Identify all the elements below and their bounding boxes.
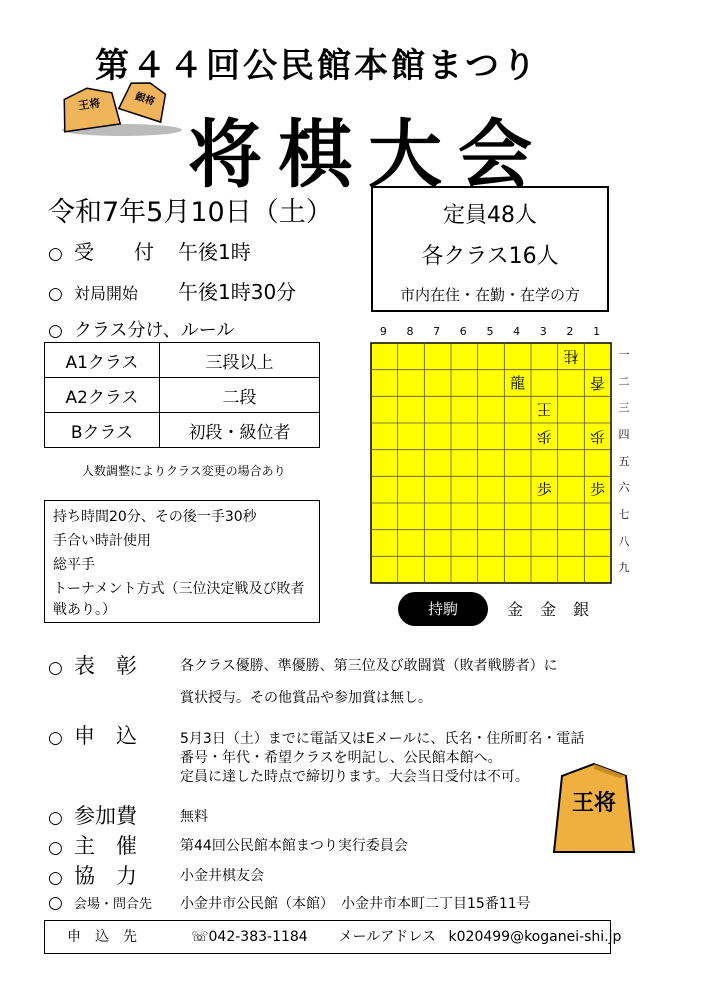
application-row	[48, 720, 137, 750]
rule-line: 持ち時間20分、その後一手30秒	[53, 509, 257, 525]
venue-label: 会場・問合先	[74, 897, 153, 912]
contact-email[interactable]: k020499@koganei-shi.jp	[448, 929, 622, 945]
reception-label: 受 付	[74, 240, 154, 264]
class-rank: 初段・級位者	[159, 413, 319, 448]
file-label: 7	[433, 325, 441, 338]
table-row	[45, 378, 320, 413]
reception-row	[48, 236, 251, 265]
file-label: 1	[593, 325, 601, 338]
board-rank-labels	[614, 342, 634, 582]
class-name: A2クラス	[45, 378, 160, 413]
capacity-total: 定員48人	[443, 203, 537, 228]
awards-line-2: 賞状授与。その他賞品や参加賞は無し。	[180, 690, 432, 706]
organizer-value: 第44回公民館本館まつり実行委員会	[180, 838, 408, 854]
capacity-box	[371, 186, 609, 312]
email-label: メールアドレス	[338, 929, 436, 945]
class-name: A1クラス	[45, 343, 160, 378]
eligibility: 市内在住・在勤・在学の方	[399, 286, 580, 304]
rule-line: 手合い時計使用	[53, 533, 151, 549]
awards-line-1: 各クラス優勝、準優勝、第三位及び敢闘賞（敗者戦勝者）に	[180, 658, 558, 674]
rank-label: 一	[618, 348, 630, 361]
circle-bullet-icon: ○	[48, 728, 63, 748]
circle-bullet-icon: ○	[48, 868, 63, 888]
awards-row	[48, 650, 137, 680]
class-table	[44, 342, 320, 448]
king-piece-illustration	[548, 760, 640, 860]
start-label: 対局開始	[74, 284, 139, 303]
file-label: 3	[539, 325, 547, 338]
application-line-3: 定員に達した時点で締切ります。大会当日受付は不可。	[180, 769, 529, 785]
phone-icon: ☏	[191, 929, 209, 945]
board-piece: 王	[536, 400, 552, 419]
circle-bullet-icon: ○	[48, 893, 63, 913]
piece-king-char-1: 王将	[77, 96, 102, 113]
circle-bullet-icon: ○	[48, 658, 63, 678]
board-file-labels	[370, 325, 610, 341]
application-line-2: 番号・年代・希望クラスを明記し、公民館本館へ。	[180, 750, 502, 766]
organizer-row	[48, 830, 137, 860]
rule-line: 戦あり。）	[53, 602, 116, 618]
rank-label: 四	[618, 427, 630, 441]
rule-line: トーナメント方式（三位決定戦及び敗者	[53, 581, 305, 597]
pieces-in-hand-label: 持駒	[398, 592, 488, 626]
circle-bullet-icon: ○	[48, 808, 63, 828]
circle-bullet-icon: ○	[48, 284, 63, 304]
shogi-pieces-illustration	[52, 82, 182, 138]
venue-value: 小金井市公民館（本館） 小金井市本町二丁目15番11号	[180, 896, 531, 912]
organizer-label: 主 催	[74, 834, 137, 858]
class-rank: 三段以上	[159, 343, 319, 378]
fee-value: 無料	[180, 809, 208, 825]
file-label: 2	[566, 325, 574, 338]
board-piece: 歩	[536, 480, 552, 499]
shogi-board	[370, 342, 612, 584]
big-piece-text: 王将	[571, 790, 617, 816]
board-piece: 龍	[510, 374, 526, 392]
circle-bullet-icon: ○	[48, 244, 63, 264]
reception-time: 午後1時	[178, 240, 251, 264]
circle-bullet-icon: ○	[48, 838, 63, 858]
main-title: 将棋大会	[188, 112, 548, 198]
event-date: 令和7年5月10日（土）	[48, 197, 333, 228]
contact-phone: 042-383-1184	[208, 929, 308, 945]
table-row	[45, 343, 320, 378]
rank-label: 三	[618, 401, 630, 415]
cooperation-label: 協 力	[74, 864, 137, 888]
board-piece: 歩	[536, 427, 552, 446]
piece-silver-char: 銀将	[133, 91, 156, 108]
application-label: 申 込	[74, 724, 137, 748]
rank-label: 六	[618, 481, 630, 495]
start-row	[48, 276, 296, 305]
rules-box	[44, 500, 320, 623]
awards-label: 表 彰	[74, 654, 137, 678]
contact-box	[44, 920, 622, 954]
fee-row	[48, 800, 137, 830]
venue-row	[48, 893, 152, 913]
file-label: 9	[379, 325, 387, 338]
rank-label: 五	[618, 454, 630, 468]
rule-line: 総平手	[53, 557, 95, 573]
board-piece: 香	[590, 374, 606, 392]
start-time: 午後1時30分	[178, 280, 297, 304]
rank-label: 八	[618, 534, 630, 548]
cooperation-value: 小金井棋友会	[180, 868, 264, 884]
application-line-1: 5月3日（土）までに電話又はEメールに、氏名・住所町名・電話	[180, 731, 585, 747]
class-name: Bクラス	[45, 413, 160, 448]
board-background	[371, 343, 611, 583]
table-row	[45, 413, 320, 448]
pieces-in-hand: 金 金 銀	[507, 600, 596, 619]
board-piece: 桂	[563, 347, 579, 366]
file-label: 8	[406, 325, 414, 338]
classes-heading: クラス分け、ルール	[74, 320, 235, 341]
class-note: 人数調整によりクラス変更の場合あり	[82, 464, 286, 478]
contact-label: 申 込 先	[67, 929, 137, 945]
event-title: 第４４回公民館本館まつり	[95, 46, 539, 86]
file-label: 5	[486, 325, 494, 338]
classes-heading-row	[48, 316, 234, 342]
rank-label: 二	[618, 374, 630, 388]
rank-label: 七	[618, 507, 630, 521]
fee-label: 参加費	[74, 804, 137, 828]
circle-bullet-icon: ○	[48, 321, 63, 341]
file-label: 4	[513, 325, 521, 338]
class-rank: 二段	[159, 378, 319, 413]
rank-label: 九	[618, 561, 630, 575]
board-piece: 歩	[590, 427, 606, 446]
cooperation-row	[48, 860, 137, 890]
file-label: 6	[459, 325, 467, 338]
board-piece: 歩	[590, 480, 606, 499]
capacity-per-class: 各クラス16人	[421, 244, 559, 269]
